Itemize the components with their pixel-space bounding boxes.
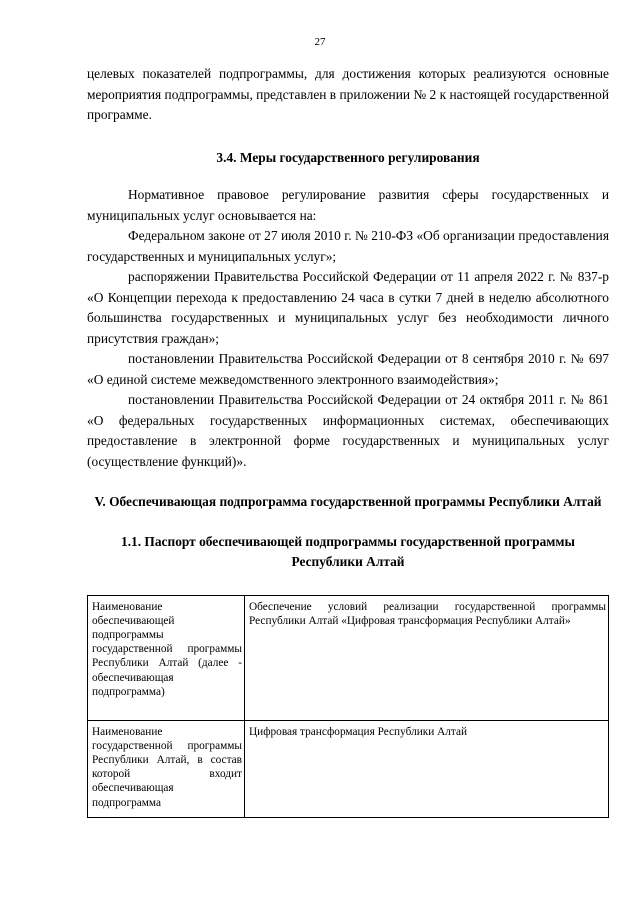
paragraph-resolution-697: постановлении Правительства Российской Федерации от 8 сентября 2010 г. № 697 «О единой системе межведомственного электронного взаимодействия»;	[87, 351, 609, 387]
passport-table	[87, 595, 609, 818]
page-number: 27	[314, 36, 326, 48]
paragraph-federal-law: Федеральном законе от 27 июля 2010 г. № 210-ФЗ «Об организации предоставления государственных и муниципальных услуг»;	[87, 228, 609, 264]
paragraph-regulation-intro: Нормативное правовое регулирование развития сферы государственных и муниципальных услуг основывается на:	[87, 187, 609, 223]
table-cell-value: Обеспечение условий реализации государственной программы Республики Алтай «Цифровая трансформация Республики Алтай»	[245, 595, 609, 720]
table-cell-label: Наименование обеспечивающей подпрограммы государственной программы Республики Алтай (далее - обеспечивающая подпрограмма)	[88, 595, 245, 720]
heading-3-4: 3.4. Меры государственного регулирования	[216, 149, 480, 165]
heading-section-v: V. Обеспечивающая подпрограмма государственной программы Республики Алтай	[94, 494, 602, 509]
table-row	[88, 720, 609, 817]
paragraph-resolution-861: постановлении Правительства Российской Федерации от 24 октября 2011 г. № 861 «О федеральных государственных информационных системах, обеспечивающих предоставление в электронной форме государственных и муниципальных услуг (осуществление функций)».	[87, 392, 609, 469]
table-cell-label: Наименование государственной программы Республики Алтай, в состав которой входит обеспечивающая подпрограмма	[88, 720, 245, 817]
table-cell-value: Цифровая трансформация Республики Алтай	[245, 720, 609, 817]
document-body	[87, 64, 609, 818]
paragraph-continuation: целевых показателей подпрограммы, для достижения которых реализуются основные мероприятия подпрограммы, представлен в приложении № 2 к настоящей государственной программе.	[87, 66, 609, 122]
heading-passport: 1.1. Паспорт обеспечивающей подпрограммы государственной программы Республики Алтай	[121, 533, 575, 569]
table-row	[88, 595, 609, 720]
paragraph-government-order: распоряжении Правительства Российской Федерации от 11 апреля 2022 г. № 837-р «О Концепции перехода к предоставлению 24 часа в сутки 7 дней в неделю абсолютного большинства государственных и муниципальных услуг без необходимости личного присутствия граждан»;	[87, 269, 609, 346]
